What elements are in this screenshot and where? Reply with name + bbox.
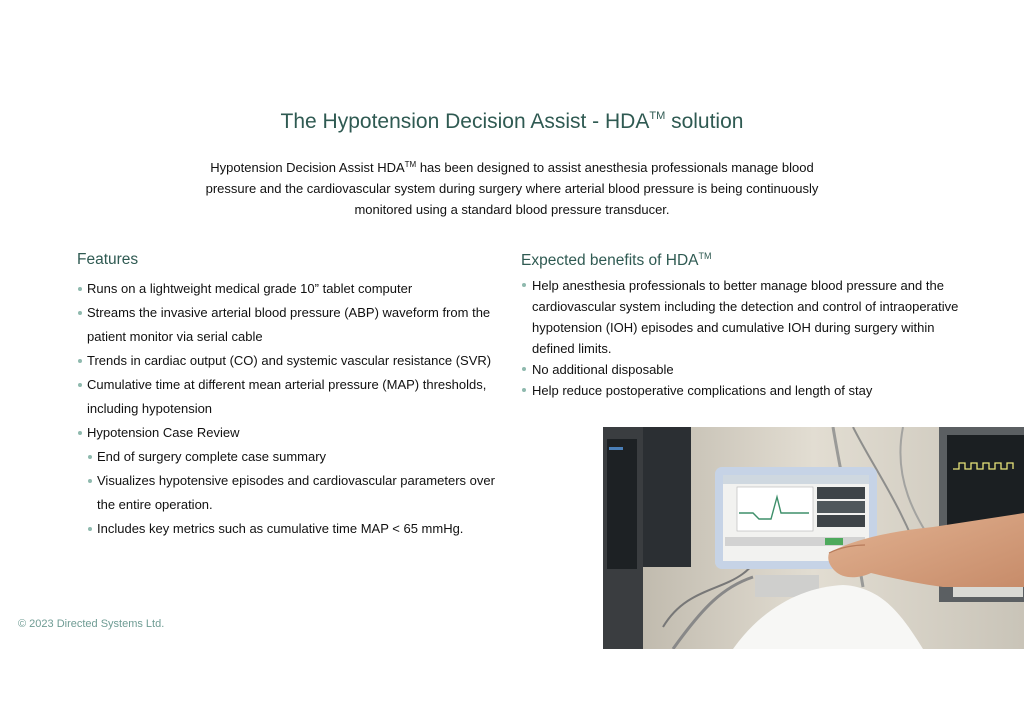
feature-item: Runs on a lightweight medical grade 10” tablet computer: [77, 277, 497, 301]
benefit-item: Help anesthesia professionals to better manage blood pressure and the cardiovascular system including the detection and control of intraoperative hypotension (IOH) episodes and cumulative IOH during surgery within defined limits.: [520, 275, 970, 359]
intro-prefix: Hypotension Decision Assist HDA: [210, 160, 405, 175]
title-suffix: solution: [665, 110, 744, 133]
feature-item: Cumulative time at different mean arterial pressure (MAP) thresholds, including hypotension: [77, 373, 497, 421]
benefit-item: No additional disposable: [520, 359, 970, 380]
benefits-heading: [521, 251, 712, 270]
features-list: [77, 277, 497, 541]
benefits-list: [520, 275, 970, 401]
title-main: The Hypotension Decision Assist - HDA: [280, 110, 650, 133]
title-trademark: TM: [649, 110, 666, 122]
benefits-heading-text: Expected benefits of HDA: [521, 252, 699, 269]
feature-sub-item: End of surgery complete case summary: [87, 445, 497, 469]
feature-item: Trends in cardiac output (CO) and systemic vascular resistance (SVR): [77, 349, 497, 373]
intro-paragraph: [190, 154, 834, 220]
feature-item: Hypotension Case Review: [77, 421, 497, 445]
benefit-item: Help reduce postoperative complications and length of stay: [520, 380, 970, 401]
feature-sub-item: Visualizes hypotensive episodes and cardiovascular parameters over the entire operation.: [87, 469, 497, 517]
intro-text: has been designed to assist anesthesia professionals manage blood pressure and the cardiovascular system during surgery where arterial blood pressure is being continuously monitored using a standard blood pressure transducer.: [205, 160, 819, 217]
benefits-trademark: TM: [698, 251, 712, 261]
feature-item: Streams the invasive arterial blood pressure (ABP) waveform from the patient monitor via serial cable: [77, 301, 497, 349]
copyright-footer: © 2023 Directed Systems Ltd.: [18, 618, 165, 630]
tablet-in-operating-room-photo: [603, 427, 1024, 649]
intro-trademark: TM: [404, 160, 417, 169]
features-heading: Features: [77, 251, 139, 268]
photo-illustration: [603, 427, 1024, 649]
feature-sub-item: Includes key metrics such as cumulative time MAP < 65 mmHg.: [87, 517, 497, 541]
page-title: [0, 110, 1024, 134]
